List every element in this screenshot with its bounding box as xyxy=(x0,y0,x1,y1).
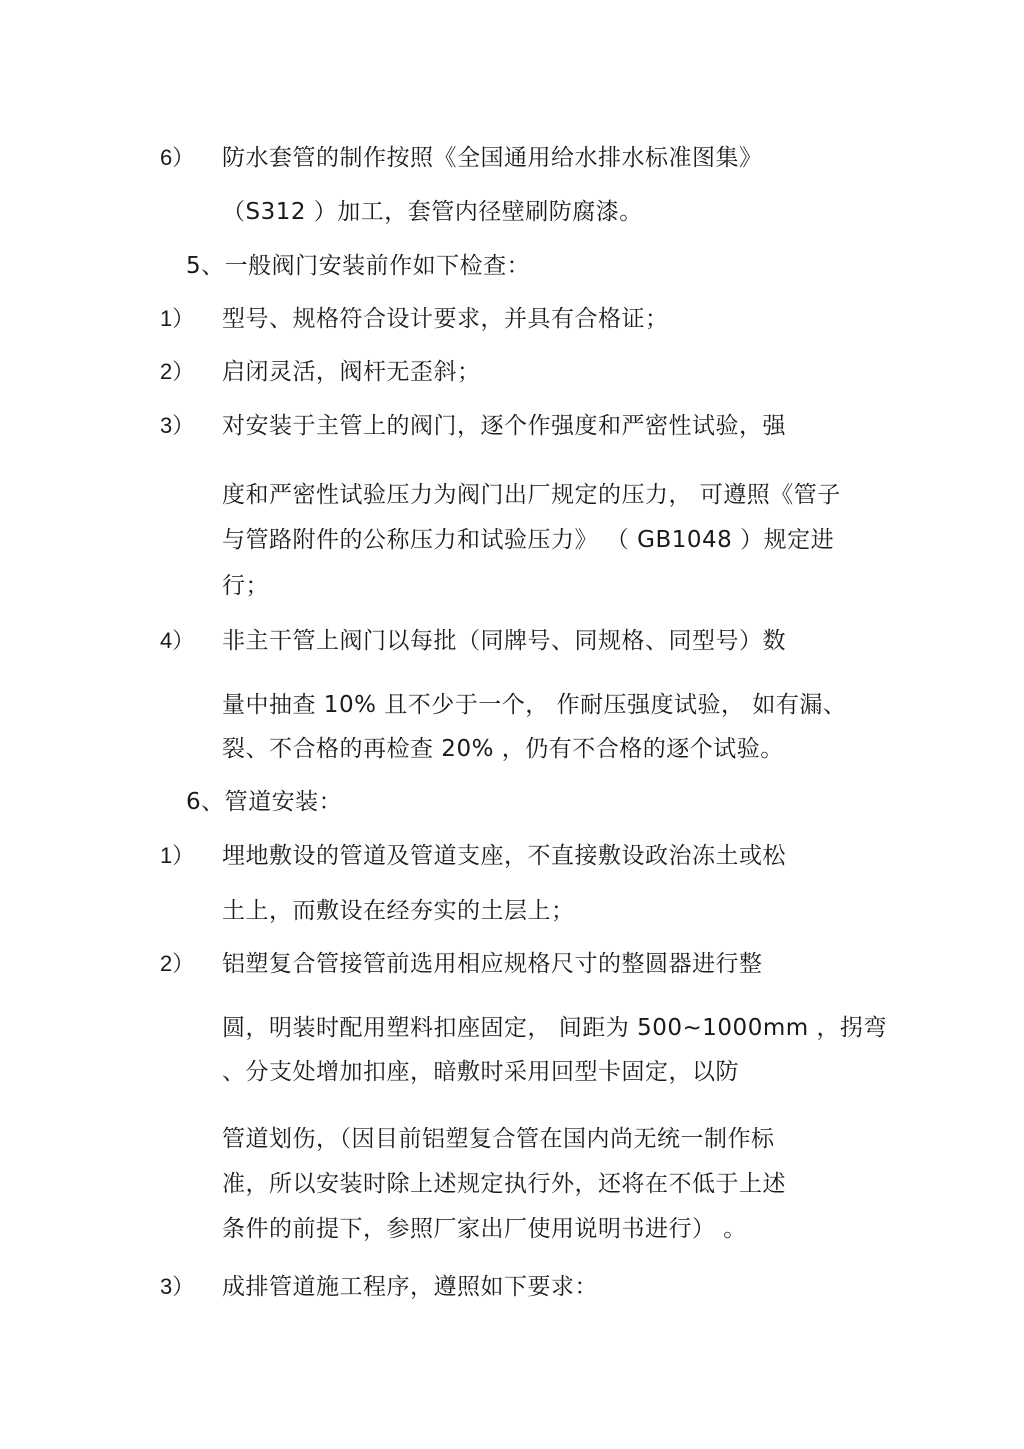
section-heading: 6、管道安装： xyxy=(186,789,343,815)
paragraph-line: 裂、不合格的再检查 20% ，仍有不合格的逐个试验。 xyxy=(222,736,784,762)
paragraph-line: 准，所以安装时除上述规定执行外，还将在不低于上述 xyxy=(222,1171,786,1197)
paragraph-line: 条件的前提下，参照厂家出厂使用说明书进行） 。 xyxy=(222,1216,747,1242)
list-marker: 1） xyxy=(160,843,195,868)
paragraph-line: 防水套管的制作按照《全国通用给水排水标准图集》 xyxy=(222,145,763,171)
list-marker: 3） xyxy=(160,1274,195,1299)
paragraph-line: 非主干管上阀门以每批（同牌号、同规格、同型号）数 xyxy=(222,628,786,654)
paragraph-line: 行； xyxy=(222,573,269,599)
section-heading: 5、一般阀门安装前作如下检查： xyxy=(186,253,531,279)
list-marker: 2） xyxy=(160,951,195,976)
list-marker: 2） xyxy=(160,359,195,384)
paragraph-line: 对安装于主管上的阀门，逐个作强度和严密性试验，强 xyxy=(222,413,786,439)
paragraph-line: 启闭灵活，阀杆无歪斜； xyxy=(222,359,481,385)
paragraph-line: 量中抽查 10% 且不少于一个， 作耐压强度试验， 如有漏、 xyxy=(222,692,847,718)
paragraph-line: 圆，明装时配用塑料扣座固定， 间距为 500~1000mm ，拐弯 xyxy=(222,1015,887,1041)
paragraph-line: 土上，而敷设在经夯实的土层上； xyxy=(222,898,575,924)
paragraph-line: 成排管道施工程序，遵照如下要求： xyxy=(222,1274,598,1300)
paragraph-line: 埋地敷设的管道及管道支座，不直接敷设政治冻土或松 xyxy=(222,843,786,869)
list-marker: 1） xyxy=(160,306,195,331)
paragraph-line: 与管路附件的公称压力和试验压力》 （ GB1048 ）规定进 xyxy=(222,527,835,553)
paragraph-line: 型号、规格符合设计要求，并具有合格证； xyxy=(222,306,669,332)
list-marker: 3） xyxy=(160,413,195,438)
list-marker: 4） xyxy=(160,628,195,653)
paragraph-line: （S312 ）加工，套管内径壁刷防腐漆。 xyxy=(222,199,643,225)
paragraph-line: 度和严密性试验压力为阀门出厂规定的压力， 可遵照《管子 xyxy=(222,482,841,508)
paragraph-line: 铝塑复合管接管前选用相应规格尺寸的整圆器进行整 xyxy=(222,951,763,977)
paragraph-line: 、分支处增加扣座，暗敷时采用回型卡固定，以防 xyxy=(222,1059,739,1085)
list-marker: 6） xyxy=(160,145,195,170)
paragraph-line: 管道划伤，（因目前铝塑复合管在国内尚无统一制作标 xyxy=(222,1126,775,1152)
